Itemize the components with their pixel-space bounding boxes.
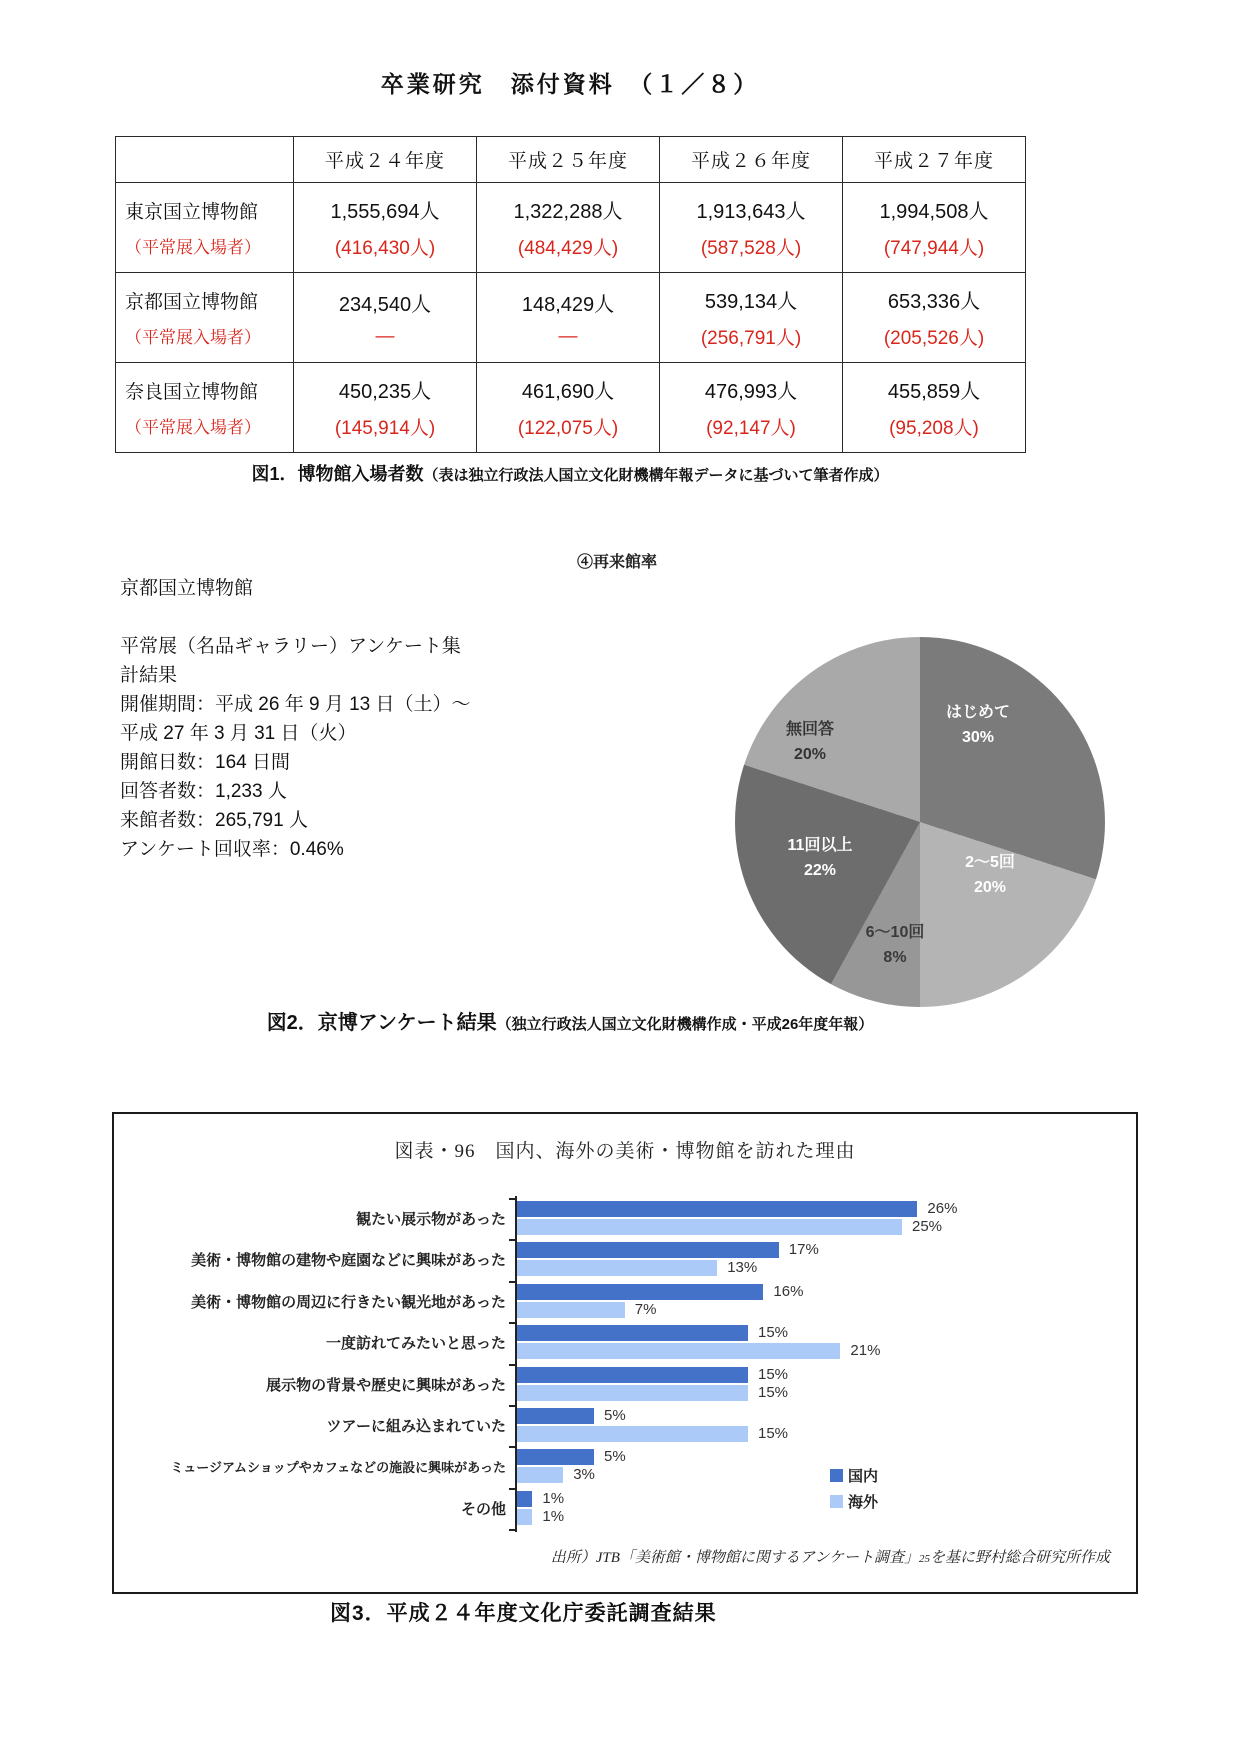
table-header-row [116,137,1026,183]
bar-domestic [517,1491,532,1507]
source-footnote-number: 25 [918,1553,930,1565]
regular-count: (747,944人) [883,238,985,259]
bar-domestic [517,1325,748,1341]
axis-tick [509,1198,516,1200]
survey-info-line [120,603,540,632]
regular-count: (95,208人) [889,418,979,439]
category-label: 観たい展示物があった [356,1211,506,1228]
visitor-count: 1,994,508人 [879,201,989,223]
bar-row [114,1488,1136,1529]
table-header-h24: 平成２４年度 [294,137,477,183]
bar-overseas [517,1467,563,1483]
table-corner-cell [116,137,294,183]
bar-value-overseas: 13% [727,1259,758,1276]
survey-info-line: 平成 27 年 3 月 31 日（火） [120,723,357,744]
visitor-count: 148,429人 [521,293,615,316]
figure2-caption [0,1006,1140,1035]
bar-value-overseas: 1% [542,1508,565,1525]
regular-count: ― [375,325,395,347]
slice-label: 2〜5回 [965,854,1015,871]
bar-value-overseas: 15% [758,1384,789,1401]
value-cell [294,183,477,273]
value-cell [660,273,843,363]
survey-info-line: 京都国立博物館 [120,578,254,599]
axis-tick [509,1322,516,1324]
slice-pct: 20% [793,746,827,763]
table-header-h27: 平成２７年度 [843,137,1026,183]
museum-sub-label: （平常展入場者） [125,328,261,347]
value-cell [477,363,660,453]
source-text-pre: 出所）JTB「美術館・博物館に関するアンケート調査」 [550,1550,919,1566]
category-label: その他 [460,1501,506,1518]
museum-name-cell [116,273,294,363]
visitor-count: 1,913,643人 [696,201,806,223]
bar-overseas [517,1509,532,1525]
regular-count: (145,914人) [334,418,436,439]
legend-swatch-overseas [830,1495,843,1508]
bar-domestic [517,1367,748,1383]
axis-tick [509,1529,516,1531]
bar-value-overseas: 7% [634,1301,657,1318]
pie-slice-label-6-10-times [866,920,925,970]
visitor-count: 450,235人 [338,381,432,403]
bar-row [114,1405,1136,1446]
legend-label-overseas: 海外 [848,1493,879,1511]
bar-domestic [517,1449,594,1465]
page-title: 卒業研究 添付資料 （１／８） [380,71,760,97]
museum-name: 京都国立博物館 [125,292,259,313]
bar-domestic [517,1201,917,1217]
bar-domestic [517,1284,763,1300]
survey-info-line: 計結果 [120,665,178,686]
visitor-count: 539,134人 [704,291,798,313]
value-cell [477,273,660,363]
bar-value-domestic: 17% [788,1241,819,1258]
visitor-count: 1,555,694人 [330,201,440,223]
value-cell [477,183,660,273]
figure2-caption-main: 図2．京博アンケート結果 [266,1012,497,1034]
slice-pct: 30% [961,729,995,746]
bar-row [114,1322,1136,1363]
axis-tick [509,1364,516,1366]
category-label: ツアーに組み込まれていた [326,1418,506,1435]
value-cell [843,363,1026,453]
bar-row [114,1239,1136,1280]
regular-count: (416,430人) [334,238,436,259]
bar-row [114,1364,1136,1405]
axis-tick [509,1405,516,1407]
table-header-h26: 平成２６年度 [660,137,843,183]
value-cell [294,273,477,363]
figure2-caption-paren: （独立行政法人国立文化財機構作成・平成26年度年報） [496,1016,874,1033]
regular-count: (122,075人) [517,418,619,439]
pie-chart [735,637,1105,1007]
slice-label: 11回以上 [787,837,853,854]
bar-chart-box [112,1112,1138,1594]
value-cell [843,273,1026,363]
bar-value-overseas: 3% [573,1466,595,1483]
axis-tick [509,1281,516,1283]
slice-label: 無回答 [785,721,835,738]
bar-row [114,1446,1136,1487]
bar-value-domestic: 26% [927,1200,958,1217]
bar-overseas [517,1302,625,1318]
bar-value-domestic: 16% [773,1283,804,1300]
source-text-post: を基に野村総合研究所作成 [929,1550,1110,1566]
regular-count: (484,429人) [517,238,619,259]
regular-count: ― [558,325,578,347]
museum-name: 奈良国立博物館 [125,382,259,403]
pie-slice-label-no-answer [786,717,834,767]
bar-value-domestic: 15% [758,1324,789,1341]
visitor-count: 653,336人 [887,291,981,313]
legend-item-overseas [830,1492,878,1510]
museum-sub-label: （平常展入場者） [125,238,261,257]
slice-pct: 22% [803,862,837,879]
survey-info-line: 平常展（名品ギャラリー）アンケート集 [120,636,461,657]
bar-value-domestic: 5% [604,1407,626,1424]
bar-value-overseas: 21% [850,1342,881,1359]
category-label: 一度訪れてみたいと思った [325,1335,506,1352]
axis-tick [509,1488,516,1490]
bar-overseas [517,1426,748,1442]
visitor-count: 1,322,288人 [513,201,623,223]
visitor-count: 455,859人 [887,381,981,403]
value-cell [843,183,1026,273]
chart-legend [830,1466,878,1518]
category-label: ミュージアムショップやカフェなどの施設に興味があった [170,1460,506,1475]
museum-name-cell [116,183,294,273]
bar-value-domestic: 1% [542,1490,565,1507]
value-cell [294,363,477,453]
table-row-kyoto [116,273,1026,363]
slice-label: 6〜10回 [865,924,925,941]
category-label: 美術・博物館の周辺に行きたい観光地があった [191,1294,506,1311]
category-label: 展示物の背景や歴史に興味があった [266,1377,506,1394]
pie-chart-title: ④再来館率 [577,554,658,571]
pie-slice-label-first-visit [946,700,1010,750]
bar-plot [114,1114,1136,1592]
regular-count: (92,147人) [706,418,796,439]
table-row-nara [116,363,1026,453]
table-row-tokyo [116,183,1026,273]
museum-name-cell [116,363,294,453]
bar-overseas [517,1260,717,1276]
figure1-caption [0,460,1140,486]
museum-name: 東京国立博物館 [125,202,259,223]
legend-swatch-domestic [830,1469,843,1482]
visitor-count: 461,690人 [521,381,615,403]
figure1-caption-paren: （表は独立行政法人国立文化財機構年報データに基づいて筆者作成） [423,467,889,484]
regular-count: (256,791人) [700,328,802,349]
survey-info-line: 回答者数：1,233 人 [120,781,287,802]
slice-pct: 8% [883,949,907,966]
visitor-table [115,136,1026,453]
bar-chart-title: 図表・96 国内、海外の美術・博物館を訪れた理由 [394,1141,856,1162]
visitor-count: 476,993人 [704,381,798,403]
legend-label-domestic: 国内 [848,1467,879,1485]
slice-label: はじめて [945,704,1011,721]
bar-domestic [517,1408,594,1424]
bar-value-overseas: 25% [912,1218,943,1235]
survey-info-line: 来館者数：265,791 人 [120,810,308,831]
survey-info-block [120,574,540,864]
bar-overseas [517,1343,840,1359]
bar-value-domestic: 15% [758,1366,789,1383]
value-cell [660,183,843,273]
pie-slice-label-2-5-times [965,850,1015,900]
regular-count: (587,528人) [700,238,802,259]
source-note [551,1546,1110,1567]
bar-overseas [517,1385,748,1401]
figure1-caption-main: 図1．博物館入場者数 [251,464,424,484]
axis-tick [509,1239,516,1241]
bar-value-domestic: 5% [604,1448,626,1465]
pie-slice-label-11-plus [788,833,853,883]
bar-row [114,1281,1136,1322]
survey-info-line: アンケート回収率：0.46% [120,839,344,860]
regular-count: (205,526人) [883,328,985,349]
museum-sub-label: （平常展入場者） [125,418,261,437]
survey-info-line: 開館日数：164 日間 [120,752,290,773]
survey-info-line: 開催期間：平成 26 年 9 月 13 日（土）〜 [120,694,471,715]
table-header-h25: 平成２５年度 [477,137,660,183]
bar-row [114,1198,1136,1239]
bar-value-overseas: 15% [758,1425,789,1442]
legend-item-domestic [830,1466,878,1484]
bar-domestic [517,1242,779,1258]
figure3-caption: 図3．平成２４年度文化庁委託調査結果 [330,1602,717,1625]
bar-overseas [517,1219,902,1235]
axis-tick [509,1446,516,1448]
visitor-count: 234,540人 [338,293,432,316]
value-cell [660,363,843,453]
slice-pct: 20% [973,879,1007,896]
category-label: 美術・博物館の建物や庭園などに興味があった [191,1252,506,1269]
